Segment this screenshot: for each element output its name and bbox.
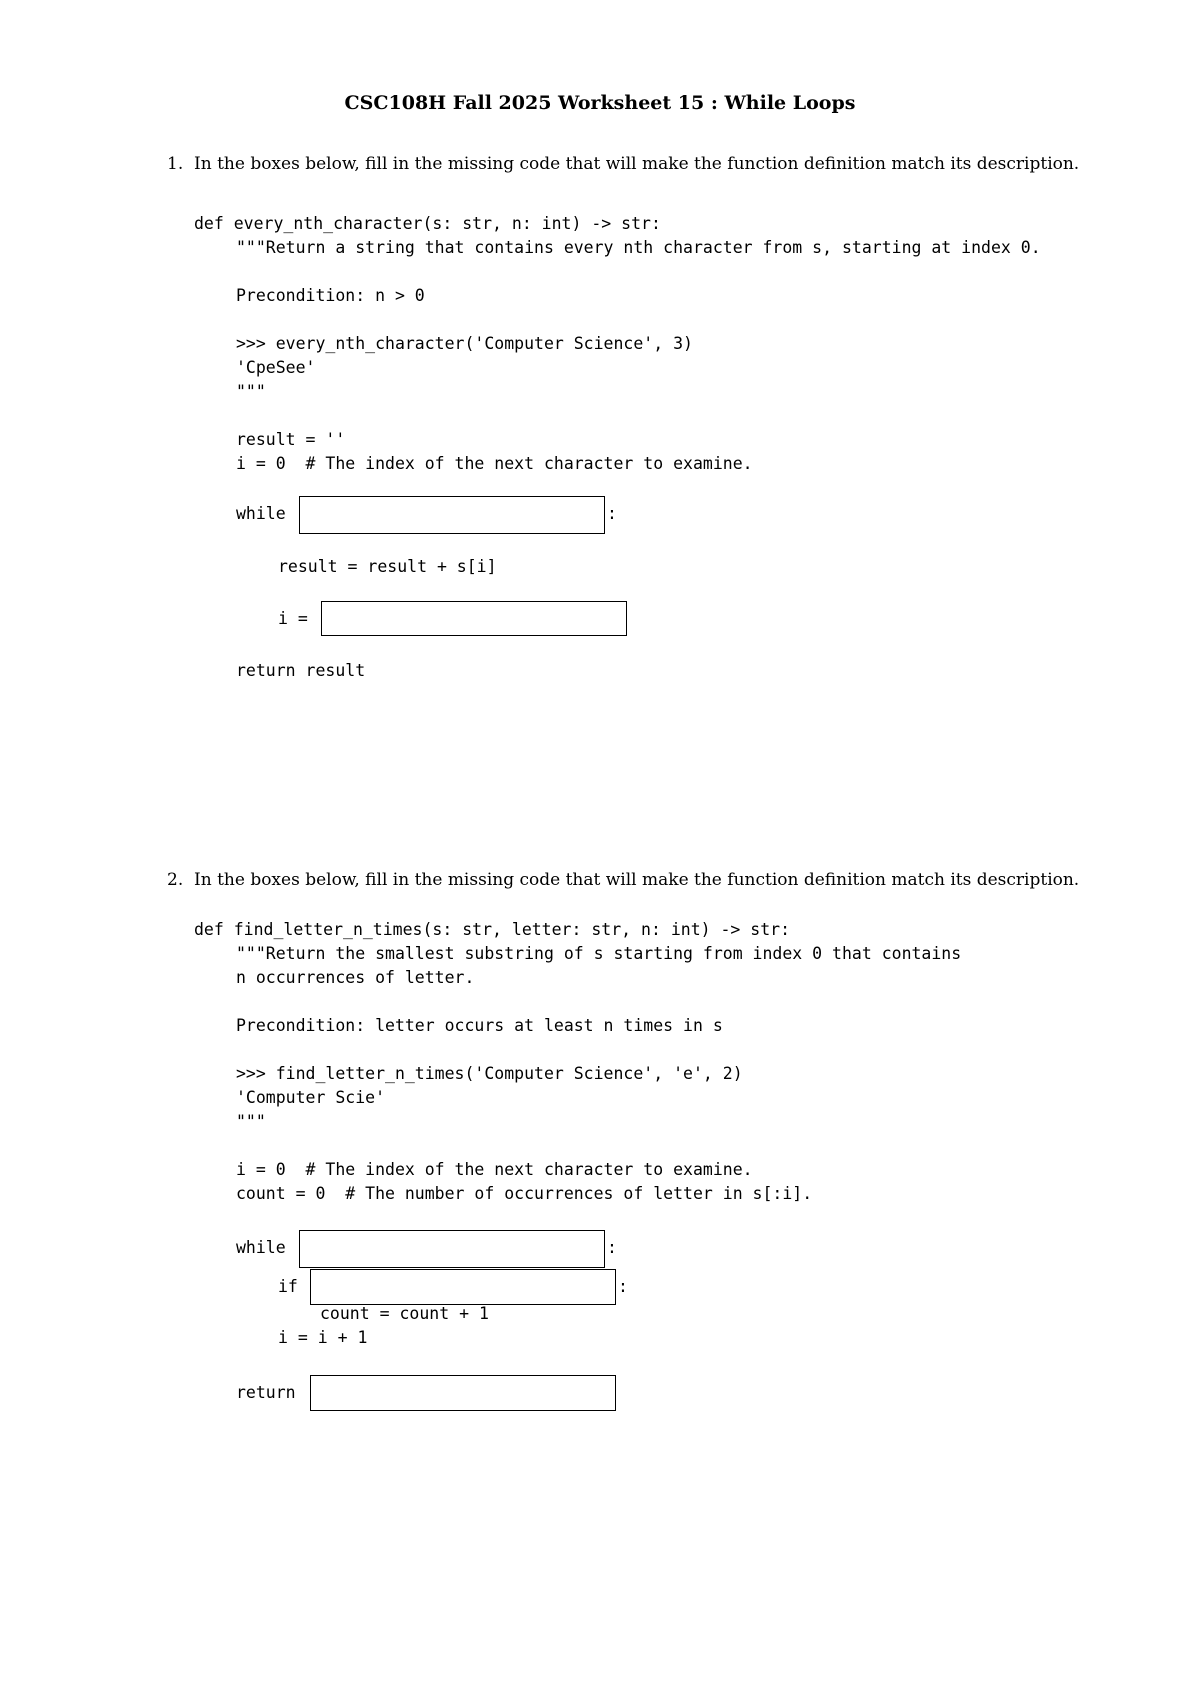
q1-i-init: i = 0 # The index of the next character to examine. bbox=[236, 454, 753, 473]
question-1-prompt: In the boxes below, fill in the missing code that will make the function definition match its description. bbox=[194, 154, 1080, 174]
worksheet-title: CSC108H Fall 2025 Worksheet 15 : While Loops bbox=[344, 92, 856, 114]
q1-i-update-box[interactable] bbox=[321, 601, 627, 636]
q2-while-condition-box[interactable] bbox=[299, 1230, 605, 1268]
q2-i-init: i = 0 # The index of the next character to examine. bbox=[236, 1160, 753, 1179]
question-2-number: 2. bbox=[167, 870, 184, 890]
q1-example-call: >>> every_nth_character('Computer Science', 3) bbox=[236, 334, 693, 353]
q1-docstring-end: """ bbox=[236, 382, 266, 401]
question-1-number: 1. bbox=[167, 154, 184, 174]
q2-if-colon: : bbox=[618, 1277, 628, 1296]
q2-while-keyword: while bbox=[236, 1238, 286, 1257]
q1-example-result: 'CpeSee' bbox=[236, 358, 316, 377]
q1-def-line: def every_nth_character(s: str, n: int) -> str: bbox=[194, 214, 661, 233]
q2-if-condition-box[interactable] bbox=[310, 1269, 616, 1305]
q2-count-init: count = 0 # The number of occurrences of letter in s[:i]. bbox=[236, 1184, 813, 1203]
q2-docstring-line-2: n occurrences of letter. bbox=[236, 968, 475, 987]
q2-example-result: 'Computer Scie' bbox=[236, 1088, 386, 1107]
q2-return-box[interactable] bbox=[310, 1375, 616, 1411]
q2-i-update: i = i + 1 bbox=[278, 1328, 368, 1347]
q1-precondition: Precondition: n > 0 bbox=[236, 286, 425, 305]
q2-docstring-line-1: """Return the smallest substring of s starting from index 0 that contains bbox=[236, 944, 962, 963]
q1-while-condition-box[interactable] bbox=[299, 496, 605, 534]
q2-precondition: Precondition: letter occurs at least n times in s bbox=[236, 1016, 723, 1035]
q2-example-call: >>> find_letter_n_times('Computer Science', 'e', 2) bbox=[236, 1064, 743, 1083]
q1-result-init: result = '' bbox=[236, 430, 346, 449]
q1-while-colon: : bbox=[607, 504, 617, 523]
q2-return-keyword: return bbox=[236, 1383, 296, 1402]
q1-i-assign: i = bbox=[278, 609, 308, 628]
q1-docstring-line: """Return a string that contains every nth character from s, starting at index 0. bbox=[236, 238, 1041, 257]
question-2-prompt: In the boxes below, fill in the missing code that will make the function definition match its description. bbox=[194, 870, 1080, 890]
q1-return-line: return result bbox=[236, 661, 366, 680]
q2-count-update: count = count + 1 bbox=[320, 1304, 489, 1323]
q2-docstring-end: """ bbox=[236, 1112, 266, 1131]
q2-while-colon: : bbox=[607, 1238, 617, 1257]
q2-if-keyword: if bbox=[278, 1277, 298, 1296]
q1-while-keyword: while bbox=[236, 504, 286, 523]
q1-result-update: result = result + s[i] bbox=[278, 557, 497, 576]
q2-def-line: def find_letter_n_times(s: str, letter: str, n: int) -> str: bbox=[194, 920, 791, 939]
